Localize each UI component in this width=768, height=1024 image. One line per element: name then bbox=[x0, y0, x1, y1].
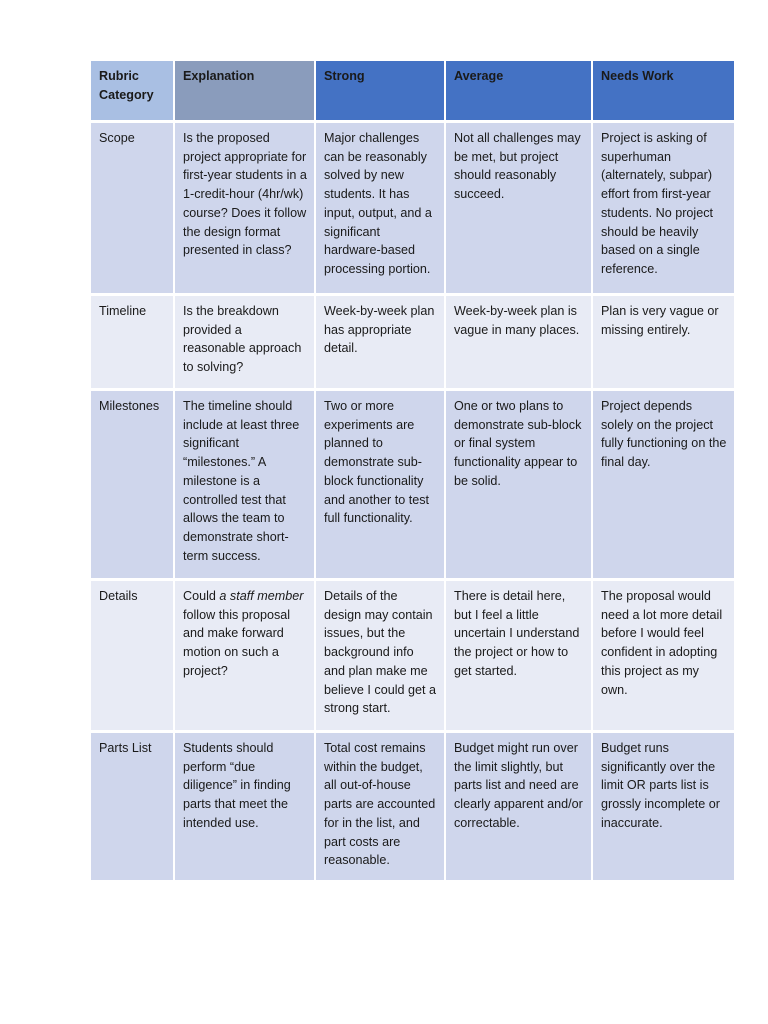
explanation-text: follow this proposal and make forward motion on such a project? bbox=[183, 607, 291, 678]
row-strong: Week-by-week plan has appropriate detail. bbox=[316, 296, 446, 391]
row-needs-work: Project is asking of superhuman (alternately, subpar) effort from first-year students. No project should be heavily based on a single reference. bbox=[593, 123, 734, 296]
row-explanation: Students should perform “due diligence” in finding parts that meet the intended use. bbox=[175, 733, 316, 883]
table-row bbox=[91, 296, 734, 391]
header-row bbox=[91, 61, 734, 123]
row-explanation: Is the breakdown provided a reasonable approach to solving? bbox=[175, 296, 316, 391]
row-strong: Total cost remains within the budget, all out-of-house parts are accounted for in the list, and part costs are reasonable. bbox=[316, 733, 446, 883]
row-explanation: Is the proposed project appropriate for first-year students in a 1-credit-hour (4hr/wk) course? Does it follow the design format presented in class? bbox=[175, 123, 316, 296]
row-category: Scope bbox=[91, 123, 175, 296]
row-explanation: The timeline should include at least three significant “milestones.” A milestone is a controlled test that allows the team to demonstrate short-term success. bbox=[175, 391, 316, 581]
header-explanation: Explanation bbox=[175, 61, 316, 123]
row-average: Week-by-week plan is vague in many places. bbox=[446, 296, 593, 391]
table-row bbox=[91, 733, 734, 883]
header-strong: Strong bbox=[316, 61, 446, 123]
rubric-table bbox=[91, 61, 734, 883]
row-average: Not all challenges may be met, but project should reasonably succeed. bbox=[446, 123, 593, 296]
row-strong: Two or more experiments are planned to demonstrate sub-block functionality and another to test full functionality. bbox=[316, 391, 446, 581]
header-needs-work: Needs Work bbox=[593, 61, 734, 123]
table-row bbox=[91, 581, 734, 733]
explanation-emphasis: a staff member bbox=[219, 589, 304, 603]
row-category: Parts List bbox=[91, 733, 175, 883]
row-category: Milestones bbox=[91, 391, 175, 581]
explanation-text: Could bbox=[183, 589, 220, 603]
row-strong: Major challenges can be reasonably solved by new students. It has input, output, and a significant hardware-based processing portion. bbox=[316, 123, 446, 296]
row-strong: Details of the design may contain issues, but the background info and plan make me believe I could get a strong start. bbox=[316, 581, 446, 733]
row-category: Details bbox=[91, 581, 175, 733]
header-average: Average bbox=[446, 61, 593, 123]
row-needs-work: Plan is very vague or missing entirely. bbox=[593, 296, 734, 391]
row-average: One or two plans to demonstrate sub-block or final system functionality appear to be solid. bbox=[446, 391, 593, 581]
row-average: Budget might run over the limit slightly, but parts list and need are clearly apparent and/or correctable. bbox=[446, 733, 593, 883]
row-needs-work: Budget runs significantly over the limit OR parts list is grossly incomplete or inaccurate. bbox=[593, 733, 734, 883]
row-average: There is detail here, but I feel a little uncertain I understand the project or how to get started. bbox=[446, 581, 593, 733]
row-needs-work: Project depends solely on the project fully functioning on the final day. bbox=[593, 391, 734, 581]
header-category: Rubric Category bbox=[91, 61, 175, 123]
table-row bbox=[91, 391, 734, 581]
row-needs-work: The proposal would need a lot more detail before I would feel confident in adopting this project as my own. bbox=[593, 581, 734, 733]
row-category: Timeline bbox=[91, 296, 175, 391]
row-explanation bbox=[175, 581, 316, 733]
table-row bbox=[91, 123, 734, 296]
